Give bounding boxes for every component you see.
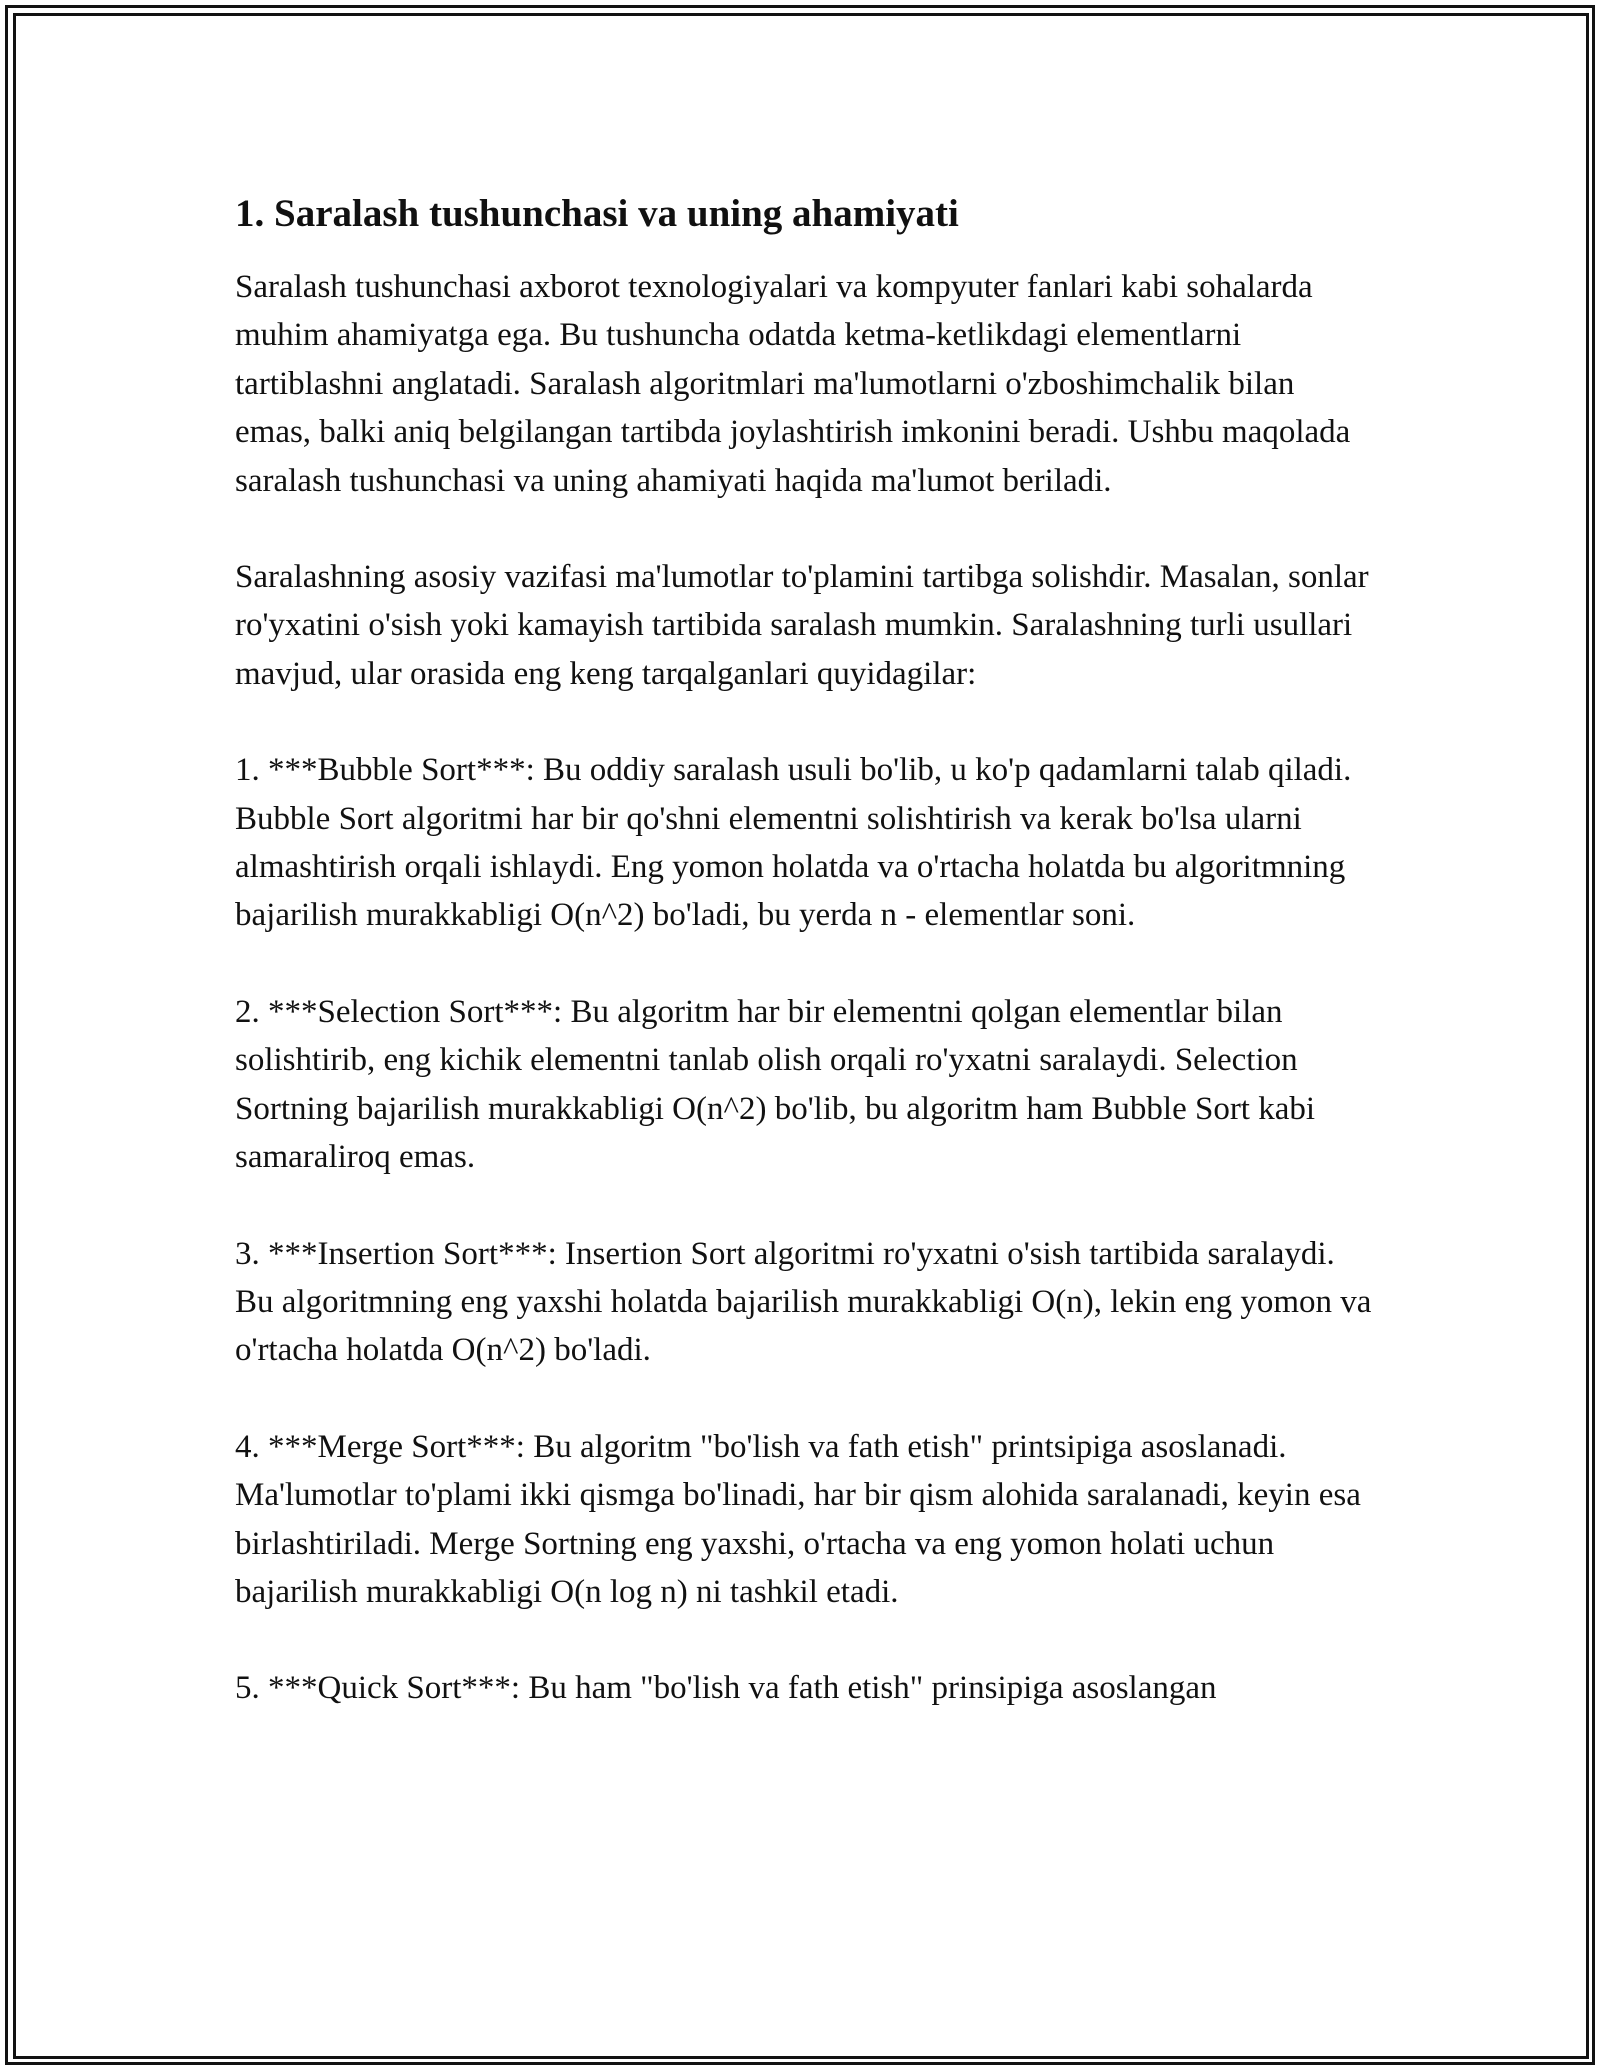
section-heading: 1. Saralash tushunchasi va uning ahamiyati bbox=[235, 192, 959, 235]
paragraph-bubble-sort: 1. ***Bubble Sort***: Bu oddiy saralash usuli bo'lib, u ko'p qadamlarni talab qiladi. Bubble Sort algoritmi har bir qo'shni elementni solishtirish va kerak bo'lsa ularni almashtirish orqali ishlaydi. Eng yomon holatda va o'rtacha holatda bu algoritmning bajarilish murakkabligi O(n^2) bo'ladi, bu yerda n - elementlar soni. bbox=[235, 752, 1352, 934]
paragraph-insertion-sort: 3. ***Insertion Sort***: Insertion Sort algoritmi ro'yxatni o'sish tartibida saralaydi. Bu algoritmning eng yaxshi holatda bajarilish murakkabligi O(n), lekin eng yomon va o'rtacha holatda O(n^2) bo'ladi. bbox=[235, 1235, 1372, 1369]
paragraph-merge-sort: 4. ***Merge Sort***: Bu algoritm "bo'lish va fath etish" printsipiga asoslanadi. Ma'lumotlar to'plami ikki qismga bo'linadi, har bir qism alohida saralanadi, keyin esa birlashtiriladi. Merge Sortning eng yaxshi, o'rtacha va eng yomon holati uchun bajarilish murakkabligi O(n log n) ni tashkil etadi. bbox=[235, 1428, 1361, 1610]
paragraph-quick-sort: 5. ***Quick Sort***: Bu ham "bo'lish va fath etish" prinsipiga asoslangan bbox=[235, 1670, 1217, 1707]
paragraph-intro: Saralash tushunchasi axborot texnologiyalari va kompyuter fanlari kabi sohalarda muhim ahamiyatga ega. Bu tushuncha odatda ketma-ketlikdagi elementlarni tartiblashni anglatadi. Saralash algoritmlari ma'lumotlarni o'zboshimchalik bilan emas, balki aniq belgilangan tartibda joylashtirish imkonini beradi. Ushbu maqolada saralash tushunchasi va uning ahamiyati haqida ma'lumot beriladi. bbox=[235, 269, 1351, 499]
document-body bbox=[235, 185, 1375, 1761]
paragraph-selection-sort: 2. ***Selection Sort***: Bu algoritm har bir elementni qolgan elementlar bilan solishtirib, eng kichik elementni tanlab olish orqali ro'yxatni saralaydi. Selection Sortning bajarilish murakkabligi O(n^2) bo'lib, bu algoritm ham Bubble Sort kabi samaraliroq emas. bbox=[235, 993, 1316, 1176]
paragraph-sorting-purpose: Saralashning asosiy vazifasi ma'lumotlar to'plamini tartibga solishdir. Masalan, sonlar ro'yxatini o'sish yoki kamayish tartibida saralash mumkin. Saralashning turli usullari mavjud, ular orasida eng keng tarqalganlari quyidagilar: bbox=[235, 559, 1369, 692]
